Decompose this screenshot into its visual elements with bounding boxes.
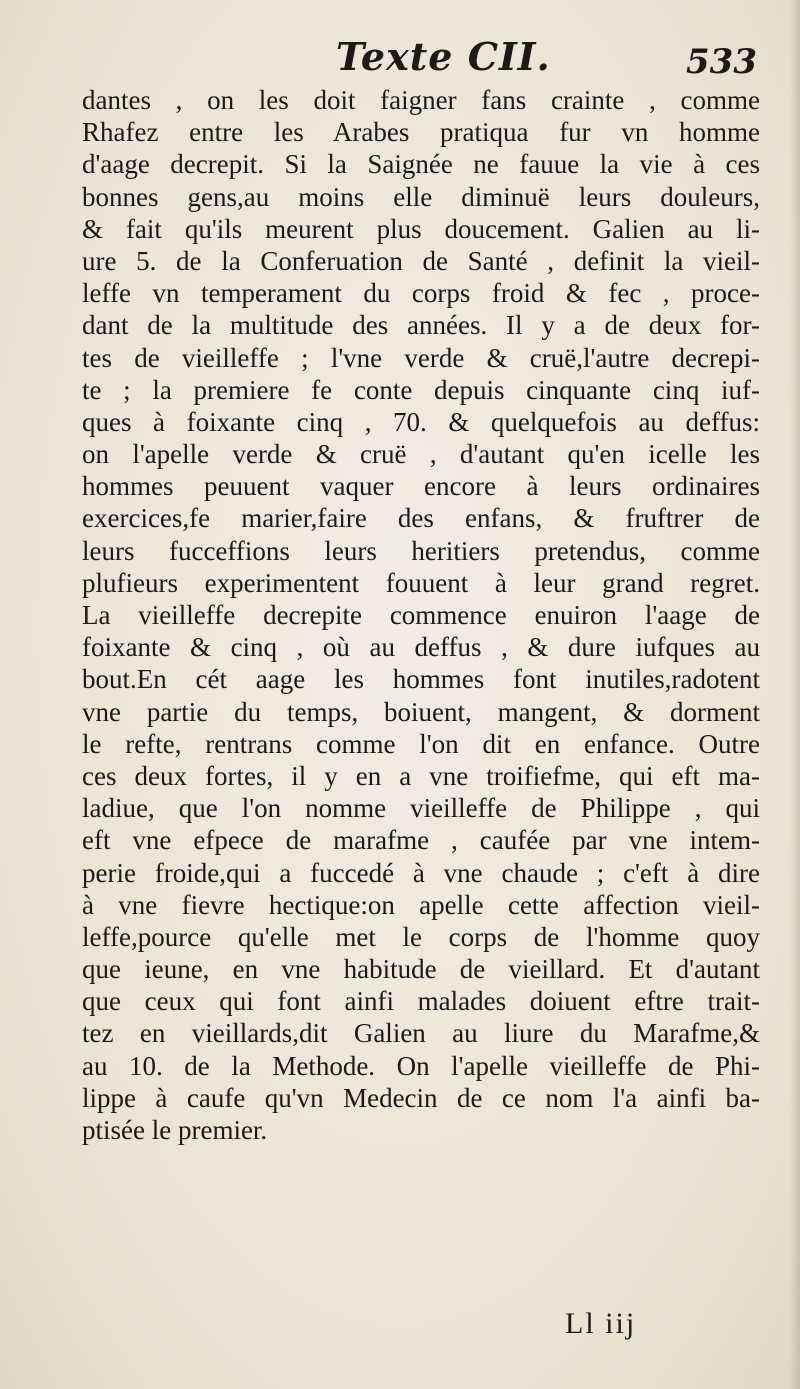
text-line: tes de vieilleffe ; l'vne verde & cruë,l'autre decrepi- bbox=[82, 342, 760, 373]
text-line: ure 5. de la Conferuation de Santé , definit la vieil- bbox=[82, 245, 760, 276]
text-line: lippe à caufe qu'vn Medecin de ce nom l'a ainfi ba- bbox=[82, 1082, 760, 1113]
text-line: dant de la multitude des années. Il y a de deux for- bbox=[82, 310, 760, 341]
text-line: que ieune, en vne habitude de vieillard. Et d'autant bbox=[82, 954, 760, 985]
text-line: au 10. de la Methode. On l'apelle vieilleffe de Phi- bbox=[82, 1050, 760, 1081]
text-line: on l'apelle verde & cruë , d'autant qu'en icelle les bbox=[82, 439, 760, 470]
text-line: perie froide,qui a fuccedé à vne chaude ; c'eft à dire bbox=[82, 857, 760, 888]
text-line: que ceux qui font ainfi malades doiuent eftre trait- bbox=[82, 986, 760, 1017]
text-line: leurs fucceffions leurs heritiers pretendus, comme bbox=[82, 535, 760, 566]
text-line: bout.En cét aage les hommes font inutiles,radotent bbox=[82, 664, 760, 695]
text-line: bonnes gens,au moins elle diminuë leurs douleurs, bbox=[82, 181, 760, 212]
text-line: hommes peuuent vaquer encore à leurs ordinaires bbox=[82, 471, 760, 502]
text-line: Rhafez entre les Arabes pratiqua fur vn homme bbox=[82, 117, 760, 148]
text-line: La vieilleffe decrepite commence enuiron l'aage de bbox=[82, 600, 760, 630]
text-line: ques à foixante cinq , 70. & quelquefois au deffus: bbox=[82, 406, 760, 437]
text-line: d'aage decrepit. Si la Saignée ne fauue la vie à ces bbox=[82, 149, 760, 180]
text-line: dantes , on les doit faigner fans crainte , comme bbox=[82, 85, 760, 115]
text-line: exercices,fe marier,faire des enfans, & fruftrer de bbox=[82, 503, 760, 534]
text-line: foixante & cinq , où au deffus , & dure iufques au bbox=[82, 632, 760, 663]
body-text bbox=[82, 84, 760, 1146]
text-line: ces deux fortes, il y en a vne troifiefme, qui eft ma- bbox=[82, 760, 760, 791]
text-line: plufieurs experimentent fouuent à leur grand regret. bbox=[82, 567, 760, 598]
text-line: ptisée le premier. bbox=[82, 1115, 268, 1145]
page-edge-shadow bbox=[790, 0, 800, 1389]
text-line: leffe vn temperament du corps froid & fec , proce- bbox=[82, 278, 760, 309]
text-line: eft vne efpece de marafme , caufée par vne intem- bbox=[82, 825, 760, 856]
text-line: vne partie du temps, boiuent, mangent, & dorment bbox=[82, 696, 760, 727]
text-line: le refte, rentrans comme l'on dit en enfance. Outre bbox=[82, 728, 760, 759]
text-line: leffe,pource qu'elle met le corps de l'homme quoy bbox=[82, 921, 760, 952]
text-line: ladiue, que l'on nomme vieilleffe de Philippe , qui bbox=[82, 793, 760, 824]
page-number: 533 bbox=[686, 42, 757, 82]
running-head: Texte CII. bbox=[336, 34, 551, 79]
text-line: & fait qu'ils meurent plus doucement. Galien au li- bbox=[82, 213, 760, 244]
signature-mark: Ll iij bbox=[565, 1307, 637, 1340]
text-line: te ; la premiere fe conte depuis cinquante cinq iuf- bbox=[82, 374, 760, 405]
text-line: tez en vieillards,dit Galien au liure du Marafme,& bbox=[82, 1018, 760, 1049]
text-line: à vne fievre hectique:on apelle cette affection vieil- bbox=[82, 889, 760, 920]
